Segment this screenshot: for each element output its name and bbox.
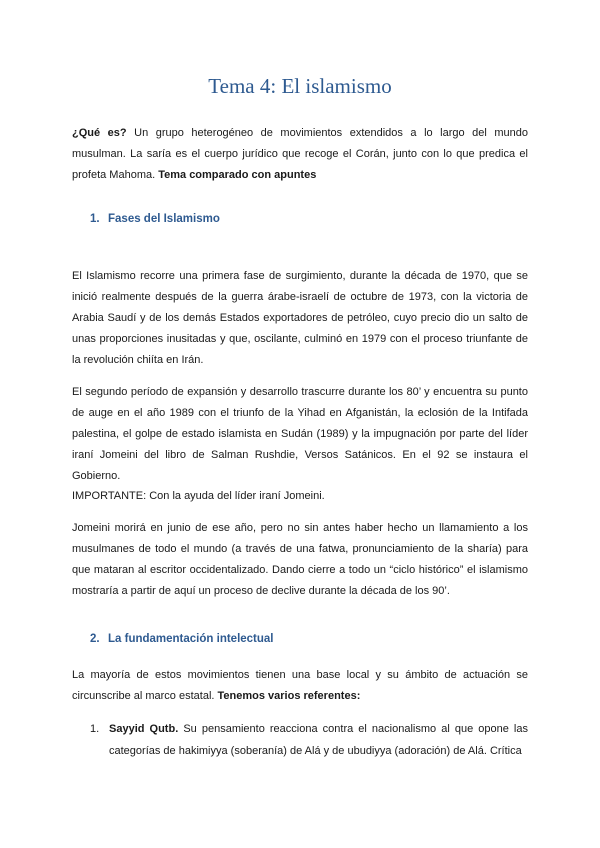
- list-item-text: [109, 718, 528, 762]
- list-item-name: Sayyid Qutb.: [109, 723, 179, 735]
- section-1-important-note: IMPORTANTE: Con la ayuda del líder iraní Jomeini.: [72, 490, 325, 502]
- list-item-description: Su pensamiento reacciona contra el nacionalismo al que opone las categorías de hakimiyya (soberanía) de Alá y de ubudiyya (adoración) de Alá. Crítica: [109, 723, 528, 757]
- section-1-paragraph-1: El Islamismo recorre una primera fase de surgimiento, durante la década de 1970, que se inició realmente después de la guerra árabe-israelí de octubre de 1973, con la victoria de Arabia Saudí y de los demás Estados exportadores de petróleo, cuyo precio dio un salto de unas proporciones inusitadas y que, oscilante, culminó en 1979 con el proceso triunfante de la revolución chiíta en Irán.: [72, 270, 528, 366]
- section-2-heading: [90, 633, 274, 645]
- section-2-paragraph-1: [72, 665, 528, 707]
- section-1-paragraph-4: Jomeini morirá en junio de ese año, pero no sin antes haber hecho un llamamiento a los musulmanes de todo el mundo (a través de una fatwa, pronunciamiento de la sharía) para que mataran al escritor occidentalizado. Dando cierre a todo un “ciclo histórico” el islamismo mostraría a partir de aquí un proceso de declive durante la década de los 90’.: [72, 522, 528, 597]
- section-2-title: La fundamentación intelectual: [108, 633, 274, 645]
- page-title: Tema 4: El islamismo: [208, 74, 392, 98]
- intro-text: Un grupo heterogéneo de movimientos extendidos a lo largo del mundo musulman. La saría es el cuerpo jurídico que recoge el Corán, junto con lo que predica el profeta Mahoma.: [72, 127, 528, 181]
- section-1-title: Fases del Islamismo: [108, 213, 220, 225]
- list-item: [90, 718, 528, 762]
- section-2-referents: Tenemos varios referentes:: [217, 690, 361, 702]
- intro-paragraph: [72, 123, 528, 186]
- section-2-text: La mayoría de estos movimientos tienen una base local y su ámbito de actuación se circunscribe al marco estatal.: [72, 669, 528, 702]
- section-2-number: 2.: [90, 633, 100, 645]
- section-1-number: 1.: [90, 213, 100, 225]
- intro-question: ¿Qué es?: [72, 127, 127, 139]
- list-item-number: 1.: [90, 723, 100, 735]
- section-1-heading: [90, 213, 220, 225]
- intro-note: Tema comparado con apuntes: [158, 169, 317, 181]
- section-1-paragraph-2: El segundo período de expansión y desarrollo trascurre durante los 80’ y encuentra su punto de auge en el año 1989 con el triunfo de la Yihad en Afganistán, la eclosión de la Intifada palestina, el golpe de estado islamista en Sudán (1989) y la impugnación por parte del líder iraní Jomeini del libro de Salman Rushdie, Versos Satánicos. En el 92 se instaura el Gobierno.: [72, 386, 528, 482]
